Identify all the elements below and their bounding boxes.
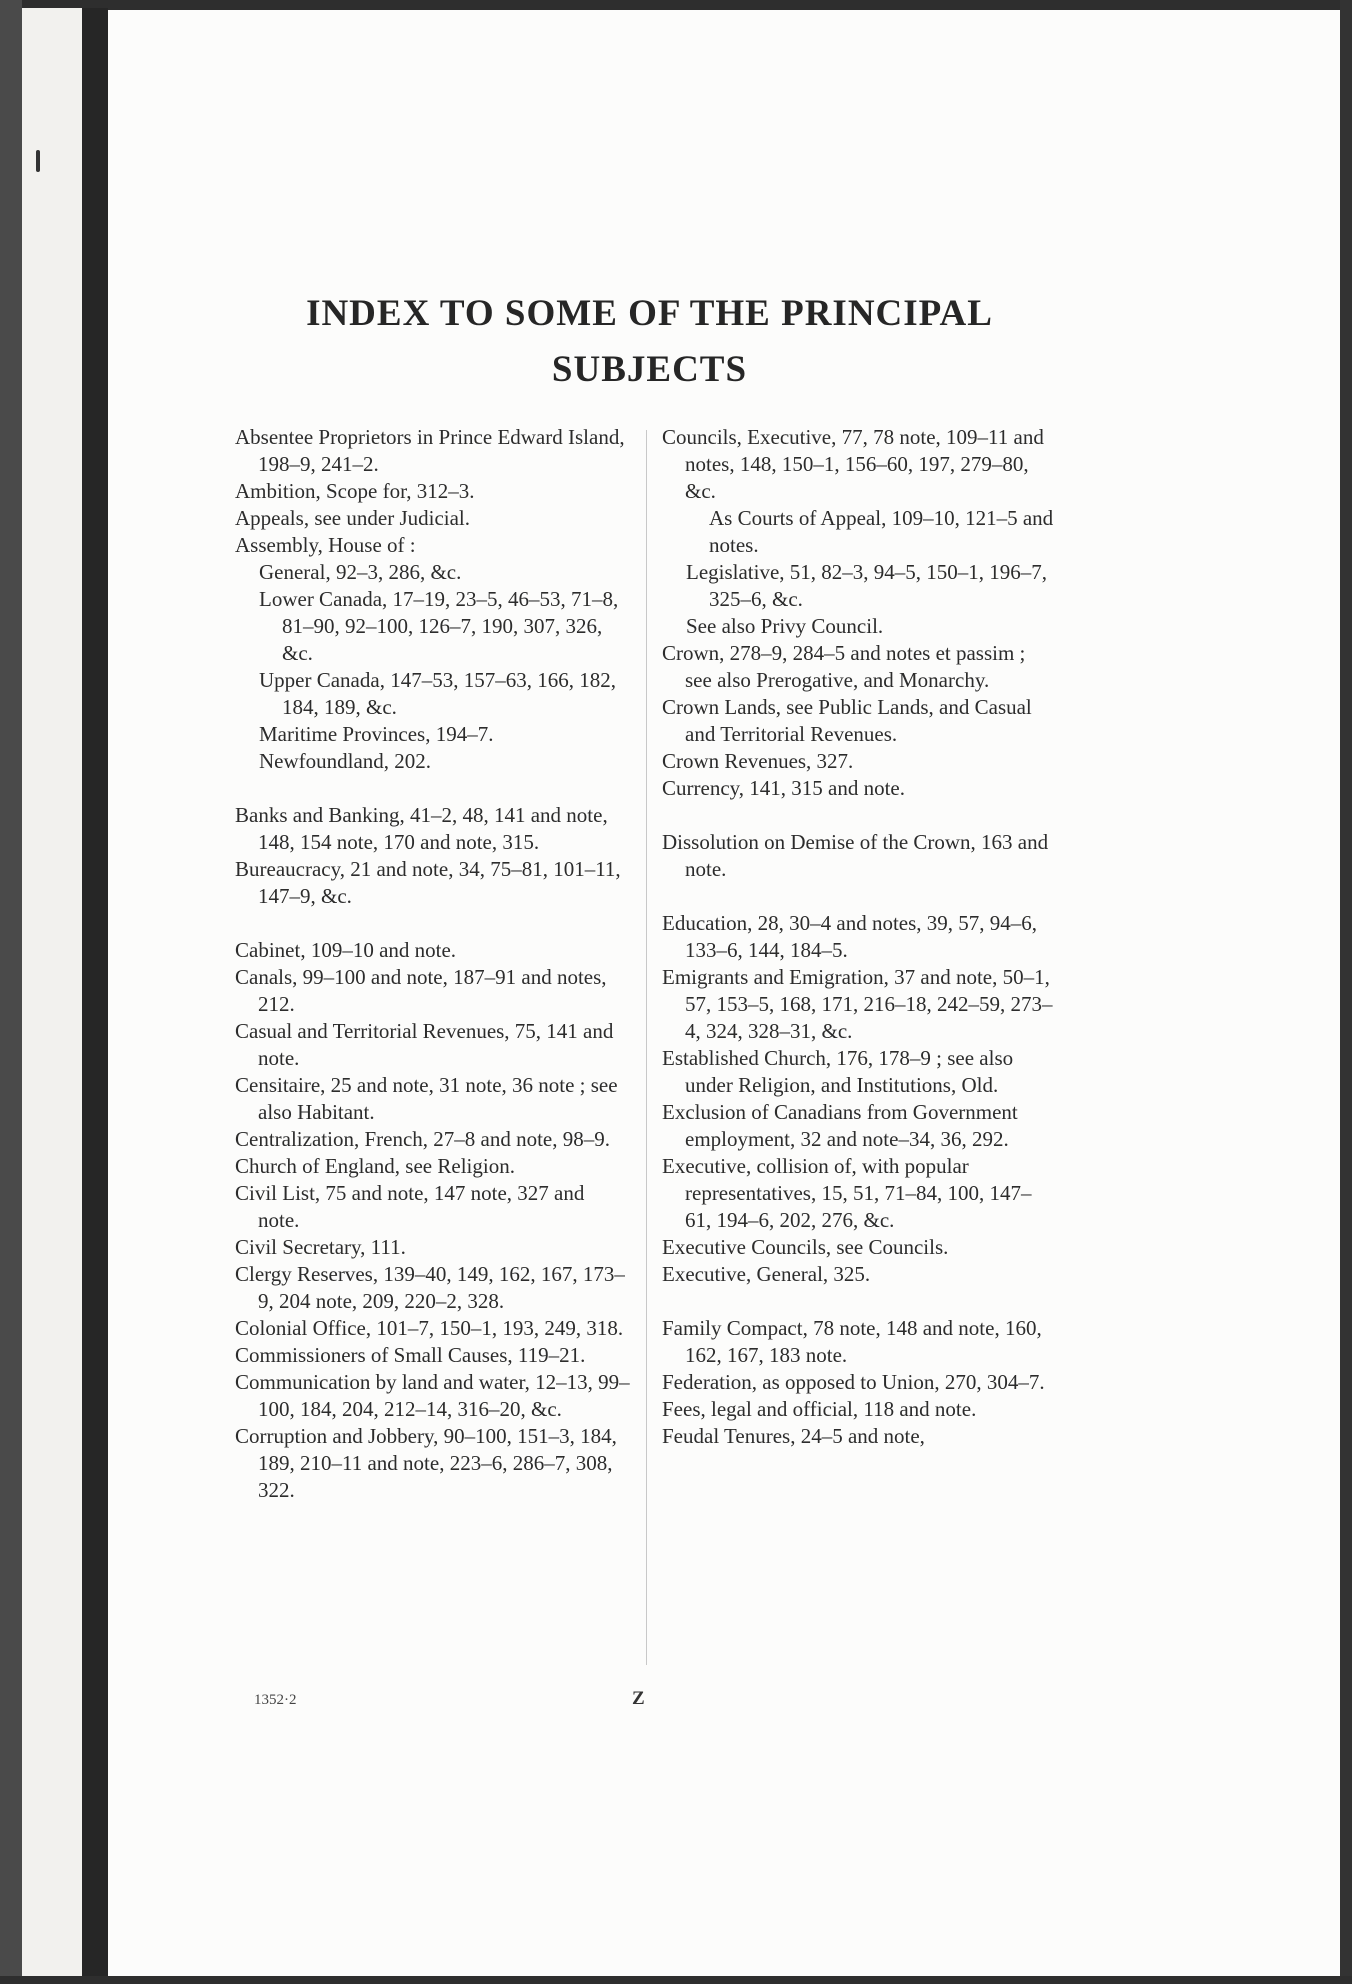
index-entry: Appeals, see under Judicial. — [235, 506, 471, 530]
index-entry: Assembly, House of : — [235, 533, 416, 557]
index-subentry: Legislative, 51, 82–3, 94–5, 150–1, 196–7, 325–6, &c. — [686, 560, 1048, 611]
index-entry: Currency, 141, 315 and note. — [662, 776, 905, 800]
index-column-left — [235, 424, 630, 1504]
index-entry: Corruption and Jobbery, 90–100, 151–3, 184, 189, 210–11 and note, 223–6, 286–7, 308, 322. — [235, 1424, 617, 1502]
title-line-1: INDEX TO SOME OF THE PRINCIPAL — [306, 293, 993, 334]
scan-border-left — [0, 0, 22, 1984]
page-title — [108, 286, 1191, 398]
index-entry: Bureaucracy, 21 and note, 34, 75–81, 101–11, 147–9, &c. — [235, 857, 621, 908]
index-entry: Ambition, Scope for, 312–3. — [235, 479, 475, 503]
index-subentry: General, 92–3, 286, &c. — [259, 560, 462, 584]
index-entry: Cabinet, 109–10 and note. — [235, 938, 457, 962]
index-subentry: Maritime Provinces, 194–7. — [259, 722, 494, 746]
index-subentry: As Courts of Appeal, 109–10, 121–5 and notes. — [709, 506, 1054, 557]
index-entry: Civil List, 75 and note, 147 note, 327 and note. — [235, 1181, 585, 1232]
index-entry: Education, 28, 30–4 and notes, 39, 57, 94–6, 133–6, 144, 184–5. — [662, 911, 1038, 962]
signature-mark: Z — [632, 1688, 645, 1709]
index-entry: Established Church, 176, 178–9 ; see also under Religion, and Institutions, Old. — [662, 1046, 1014, 1097]
book-page — [108, 10, 1340, 1976]
index-entry: Executive, General, 325. — [662, 1262, 871, 1286]
entry-spacer — [662, 1288, 1057, 1315]
index-subentry: See also Privy Council. — [686, 614, 884, 638]
index-entry: Canals, 99–100 and note, 187–91 and notes, 212. — [235, 965, 607, 1016]
index-entry: Colonial Office, 101–7, 150–1, 193, 249, 318. — [235, 1316, 624, 1340]
index-entry: Emigrants and Emigration, 37 and note, 50–1, 57, 153–5, 168, 171, 216–18, 242–59, 273–4, 324, 328–31, &c. — [662, 965, 1053, 1043]
index-entry: Church of England, see Religion. — [235, 1154, 515, 1178]
index-entry: Clergy Reserves, 139–40, 149, 162, 167, 173–9, 204 note, 209, 220–2, 328. — [235, 1262, 625, 1313]
index-entry: Absentee Proprietors in Prince Edward Island, 198–9, 241–2. — [235, 425, 625, 476]
entry-spacer — [662, 802, 1057, 829]
index-entry: Commissioners of Small Causes, 119–21. — [235, 1343, 586, 1367]
scan-border-right — [1340, 0, 1352, 1984]
index-column-right — [662, 424, 1057, 1450]
index-entry: Family Compact, 78 note, 148 and note, 160, 162, 167, 183 note. — [662, 1316, 1042, 1367]
entry-spacer — [662, 883, 1057, 910]
index-entry: Civil Secretary, 111. — [235, 1235, 406, 1259]
index-entry: Communication by land and water, 12–13, 99–100, 184, 204, 212–14, 316–20, &c. — [235, 1370, 630, 1421]
book-spine — [82, 8, 108, 1976]
scan-border-bottom — [0, 1976, 1352, 1984]
index-entry: Casual and Territorial Revenues, 75, 141 and note. — [235, 1019, 614, 1070]
index-entry: Crown Revenues, 327. — [662, 749, 854, 773]
previous-page-edge — [22, 8, 82, 1976]
title-line-2: SUBJECTS — [551, 349, 748, 390]
index-entry: Dissolution on Demise of the Crown, 163 and note. — [662, 830, 1049, 881]
index-entry: Feudal Tenures, 24–5 and note, — [662, 1424, 925, 1448]
entry-spacer — [235, 910, 630, 937]
scan-border-top — [0, 0, 1352, 10]
index-entry: Federation, as opposed to Union, 270, 304–7. — [662, 1370, 1045, 1394]
index-entry: Banks and Banking, 41–2, 48, 141 and note, 148, 154 note, 170 and note, 315. — [235, 803, 608, 854]
index-entry: Executive Councils, see Councils. — [662, 1235, 949, 1259]
scan-speck — [36, 150, 40, 172]
index-entry: Censitaire, 25 and note, 31 note, 36 note ; see also Habitant. — [235, 1073, 618, 1124]
index-entry: Fees, legal and official, 118 and note. — [662, 1397, 977, 1421]
index-subentry: Newfoundland, 202. — [259, 749, 432, 773]
entry-spacer — [235, 775, 630, 802]
column-divider — [646, 430, 647, 1665]
index-entry: Councils, Executive, 77, 78 note, 109–11 and notes, 148, 150–1, 156–60, 197, 279–80, &c. — [662, 425, 1044, 503]
index-subentry: Lower Canada, 17–19, 23–5, 46–53, 71–8, 81–90, 92–100, 126–7, 190, 307, 326, &c. — [259, 587, 619, 665]
printer-signature: 1352·2 — [254, 1692, 297, 1708]
index-entry: Executive, collision of, with popular representatives, 15, 51, 71–84, 100, 147–61, 194–6, 202, 276, &c. — [662, 1154, 1032, 1232]
index-entry: Exclusion of Canadians from Government employment, 32 and note–34, 36, 292. — [662, 1100, 1018, 1151]
index-entry: Crown Lands, see Public Lands, and Casual and Territorial Revenues. — [662, 695, 1032, 746]
index-entry: Crown, 278–9, 284–5 and notes et passim ; see also Prerogative, and Monarchy. — [662, 641, 1026, 692]
index-entry: Centralization, French, 27–8 and note, 98–9. — [235, 1127, 610, 1151]
index-subentry: Upper Canada, 147–53, 157–63, 166, 182, 184, 189, &c. — [259, 668, 616, 719]
